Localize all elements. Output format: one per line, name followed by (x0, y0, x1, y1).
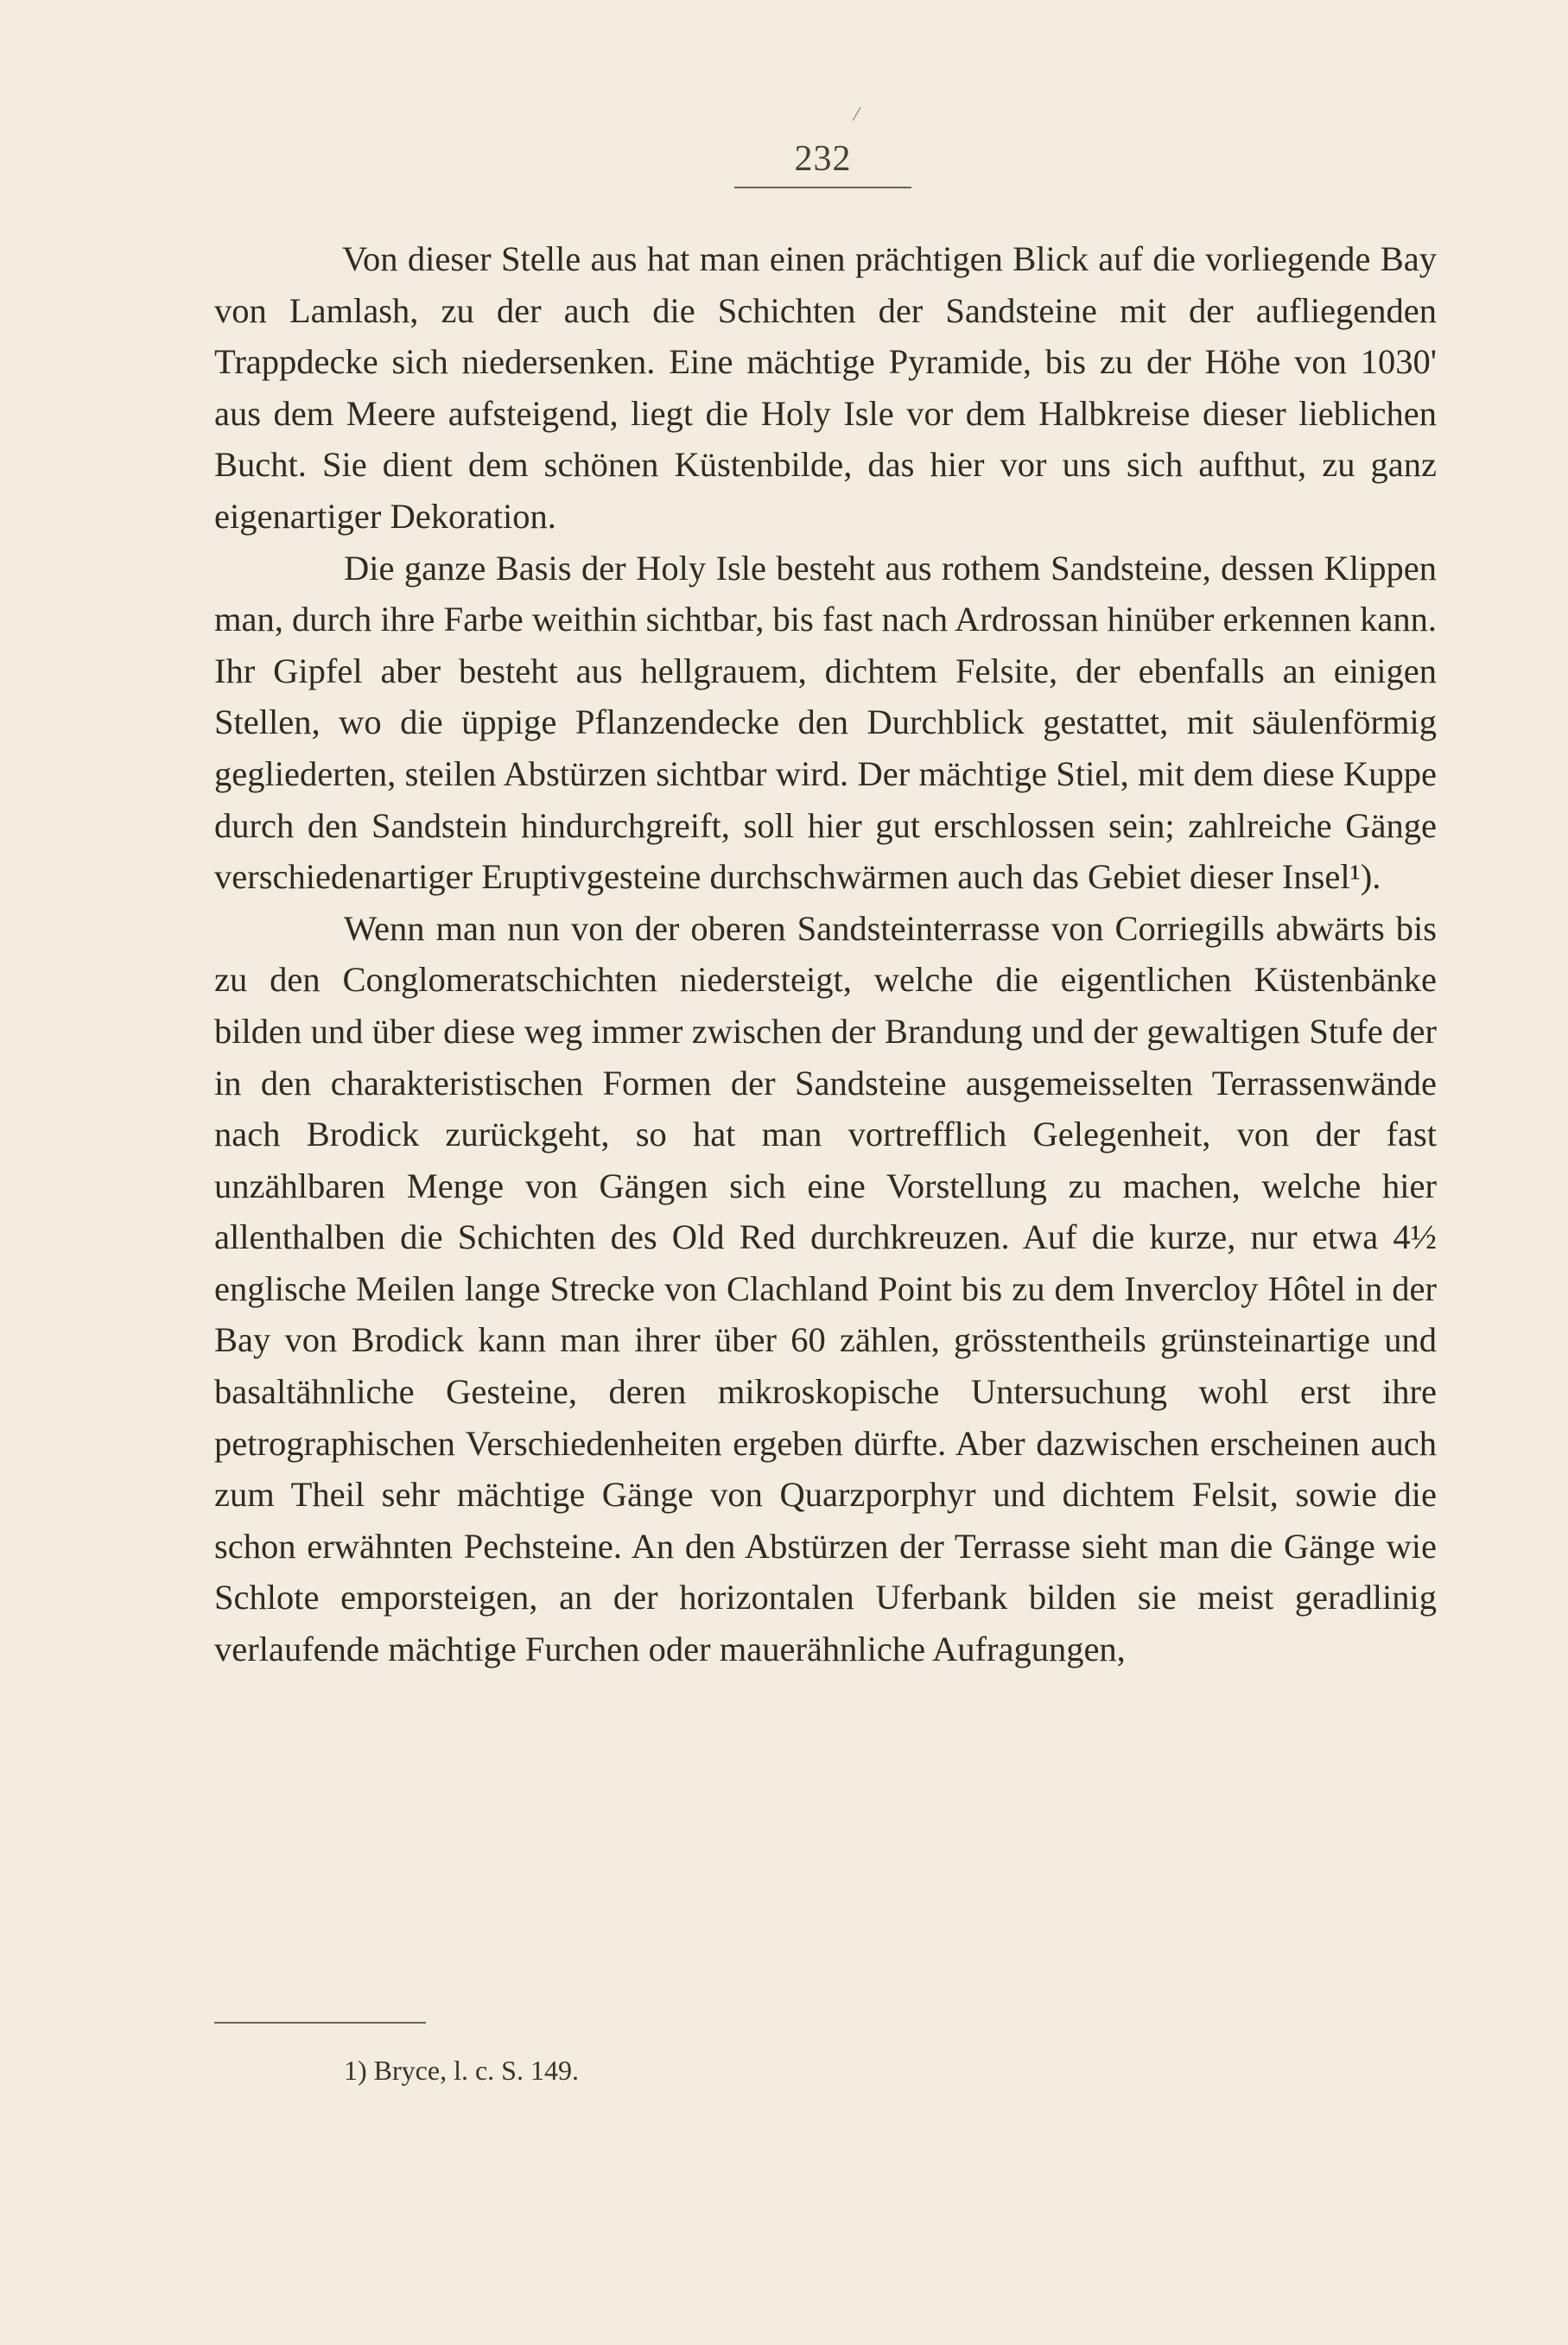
pencil-mark: ⁄ (855, 104, 859, 124)
paragraph-1: Von dieser Stelle aus hat man einen prächtigen Blick auf die vorliegende Bay von Lamlash, zu der auch die Schichten der Sandsteine mit der aufliegenden Trappdecke sich niedersenken. Eine mächtige Pyramide, bis zu der Höhe von 1030' aus dem Meere aufsteigend, liegt die Holy Isle vor dem Halbkreise dieser lieblichen Bucht. Sie dient dem schönen Küstenbilde, das hier vor uns sich aufthut, zu ganz eigenartiger Dekoration. (214, 239, 1437, 536)
footnote: 1) Bryce, l. c. S. 149. (344, 2055, 579, 2086)
body-text (214, 233, 1437, 1675)
paragraph-3: Wenn man nun von der oberen Sandsteinterrasse von Corriegills abwärts bis zu den Conglomeratschichten niedersteigt, welche die eigentlichen Küstenbänke bilden und über diese weg immer zwischen der Brandung und der gewaltigen Stufe der in den charakteristischen Formen der Sandsteine ausgemeisselten Terrassenwände nach Brodick zurückgeht, so hat man vortrefflich Gelegenheit, von der fast unzählbaren Menge von Gängen sich eine Vorstellung zu machen, welche hier allenthalben die Schichten des Old Red durchkreuzen. Auf die kurze, nur etwa 4½ englische Meilen lange Strecke von Clachland Point bis zu dem Invercloy Hôtel in der Bay von Brodick kann man ihrer über 60 zählen, grösstentheils grünsteinartige und basaltähnliche Gesteine, deren mikroskopische Untersuchung wohl erst ihre petrographischen Verschiedenheiten ergeben dürfte. Aber dazwischen erscheinen auch zum Theil sehr mächtige Gänge von Quarzporphyr und dichtem Felsit, sowie die schon erwähnten Pechsteine. An den Abstürzen der Terrasse sieht man die Gänge wie Schlote emporsteigen, an der horizontalen Uferbank bilden sie meist geradlinig verlaufende mächtige Furchen oder mauerähnliche Aufragungen, (214, 908, 1437, 1669)
page-number: 232 (794, 139, 852, 179)
footnote-rule (214, 2022, 426, 2024)
header-rule (734, 187, 911, 188)
paragraph-2: Die ganze Basis der Holy Isle besteht aus rothem Sandsteine, dessen Klippen man, durch ihre Farbe weithin sichtbar, bis fast nach Ardrossan hinüber erkennen kann. Ihr Gipfel aber besteht aus hellgrauem, dichtem Felsite, der ebenfalls an einigen Stellen, wo die üppige Pflanzendecke den Durchblick gestattet, mit säulenförmig gegliederten, steilen Abstürzen sichtbar wird. Der mächtige Stiel, mit dem diese Kuppe durch den Sandstein hindurchgreift, soll hier gut erschlossen sein; zahlreiche Gänge verschiedenartiger Eruptivgesteine durchschwärmen auch das Gebiet dieser Insel¹). (214, 548, 1437, 897)
